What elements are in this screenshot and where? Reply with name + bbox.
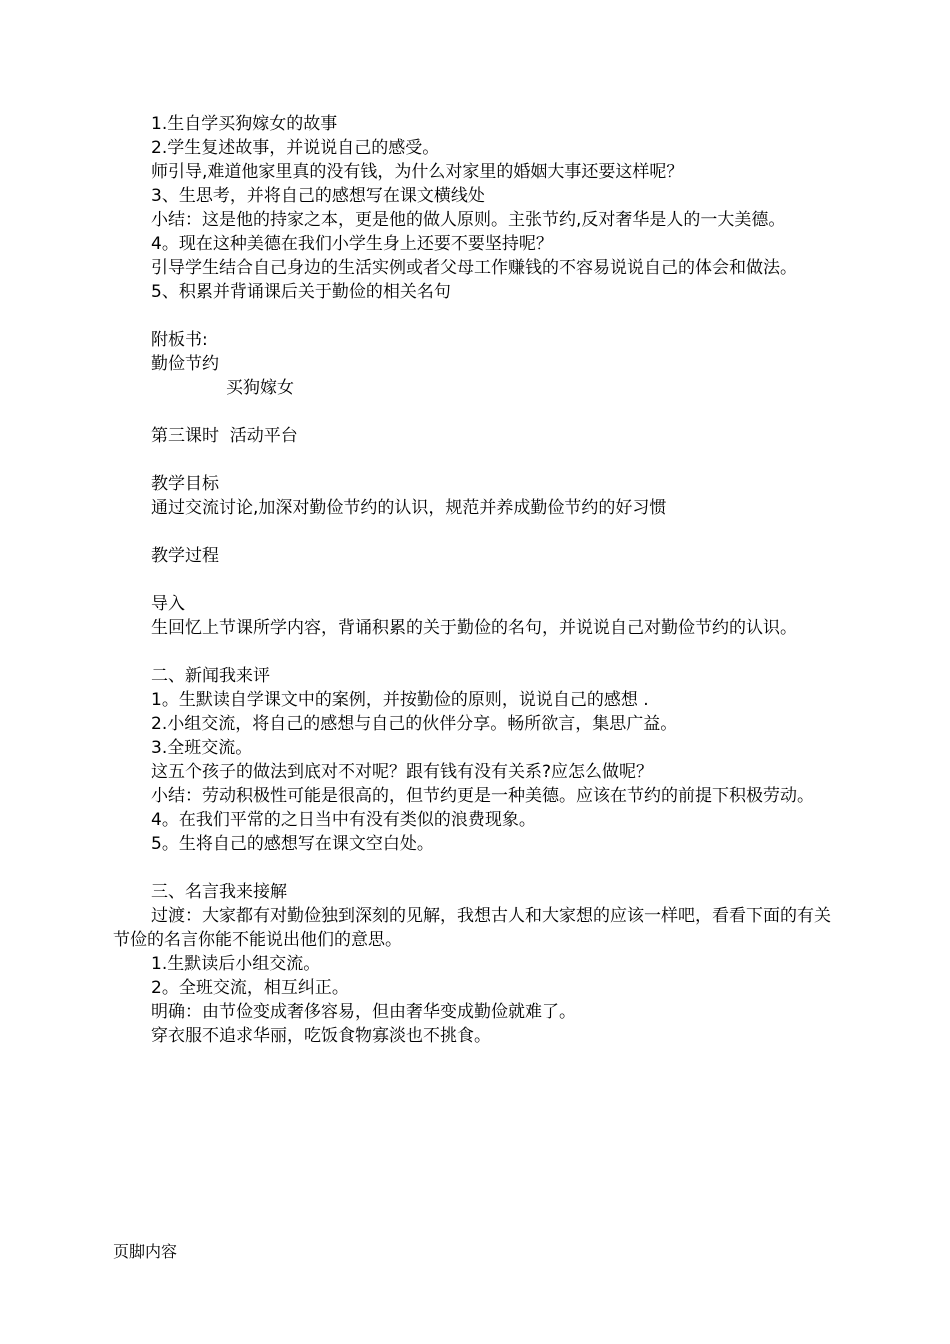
paragraph: 1。生默读自学课文中的案例，并按勤俭的原则，说说自己的感想 . [151, 690, 649, 710]
board-heading: 附板书: [151, 330, 208, 350]
blank-line [113, 856, 838, 880]
paragraph: 4。现在这种美德在我们小学生身上还要不要坚持呢？ [151, 234, 553, 254]
paragraph: 3.全班交流。 [151, 738, 253, 758]
section-heading: 三、名言我来接解 [151, 882, 287, 902]
board-subtitle: 买狗嫁女 [226, 378, 294, 398]
paragraph: 生回忆上节课所学内容，背诵积累的关于勤俭的名句，并说说自己对勤俭节约的认识。 [151, 618, 797, 638]
section-heading: 导入 [151, 594, 185, 614]
blank-line [113, 640, 838, 664]
blank-line [113, 304, 838, 328]
paragraph: 小结：这是他的持家之本，更是他的做人原则。主张节约,反对奢华是人的一大美德。 [151, 210, 786, 230]
section-heading: 教学过程 [151, 546, 219, 566]
paragraph: 5。生将自己的感想写在课文空白处。 [151, 834, 434, 854]
section-heading: 二、新闻我来评 [151, 666, 270, 686]
blank-line [113, 568, 838, 592]
paragraph: 引导学生结合自己身边的生活实例或者父母工作赚钱的不容易说说自己的体会和做法。 [151, 258, 797, 278]
paragraph: 2.学生复述故事，并说说自己的感受。 [151, 138, 440, 158]
document-body [113, 112, 838, 1048]
blank-line [113, 400, 838, 424]
blank-line [113, 520, 838, 544]
page-footer: 页脚内容 [113, 1242, 178, 1261]
paragraph: 穿衣服不追求华丽，吃饭食物寡淡也不挑食。 [151, 1026, 491, 1046]
paragraph: 4。在我们平常的之日当中有没有类似的浪费现象。 [151, 810, 536, 830]
paragraph: 5、积累并背诵课后关于勤俭的相关名句 [151, 282, 451, 302]
paragraph: 师引导,难道他家里真的没有钱，为什么对家里的婚姻大事还要这样呢？ [151, 162, 684, 182]
paragraph: 明确：由节俭变成奢侈容易，但由奢华变成勤俭就难了。 [151, 1002, 576, 1022]
paragraph: 3、生思考，并将自己的感想写在课文横线处 [151, 186, 485, 206]
section-heading: 第三课时 活动平台 [151, 426, 298, 446]
paragraph: 过渡：大家都有对勤俭独到深刻的见解，我想古人和大家想的应该一样吧，看看下面的有关节俭的名言你能不能说出他们的意思。 [113, 906, 831, 950]
blank-line [113, 448, 838, 472]
paragraph: 这五个孩子的做法到底对不对呢？跟有钱有没有关系?应怎么做呢？ [151, 762, 654, 782]
paragraph: 通过交流讨论,加深对勤俭节约的认识，规范并养成勤俭节约的好习惯 [151, 498, 667, 518]
paragraph: 1.生自学买狗嫁女的故事 [151, 114, 338, 134]
section-heading: 教学目标 [151, 474, 219, 494]
paragraph: 2。全班交流，相互纠正。 [151, 978, 349, 998]
paragraph: 2.小组交流，将自己的感想与自己的伙伴分享。畅所欲言，集思广益。 [151, 714, 678, 734]
paragraph: 小结：劳动积极性可能是很高的，但节约更是一种美德。应该在节约的前提下积极劳动。 [151, 786, 814, 806]
paragraph: 1.生默读后小组交流。 [151, 954, 321, 974]
board-title: 勤俭节约 [151, 354, 219, 374]
